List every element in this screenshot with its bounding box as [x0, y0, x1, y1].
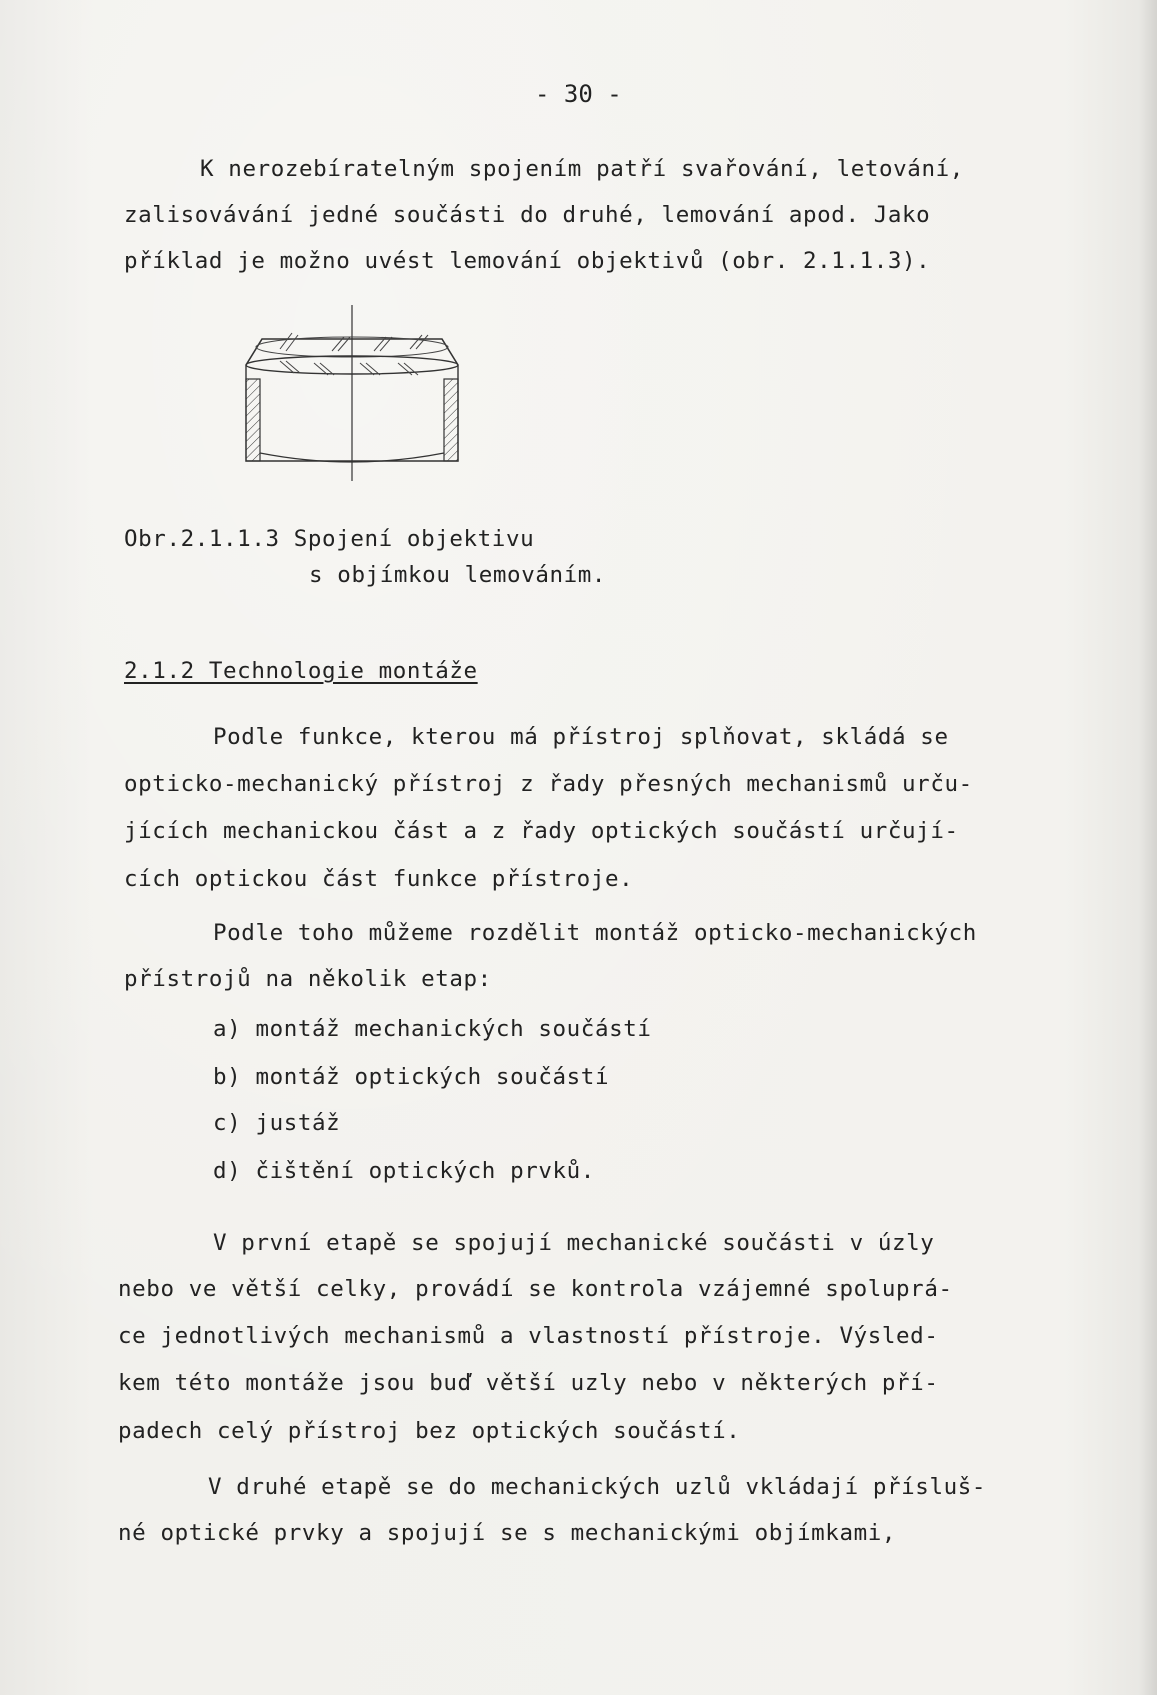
intro-line-2: zalisovávání jedné součásti do druhé, lemování apod. Jako: [124, 202, 931, 228]
list-item: d) čištění optických prvků.: [213, 1158, 595, 1184]
paragraph-2-line-2: přístrojů na několik etap:: [124, 966, 492, 992]
paragraph-3-line-5: padech celý přístroj bez optických součástí.: [118, 1418, 741, 1444]
paragraph-3-line-4: kem této montáže jsou buď větší uzly nebo v některých pří-: [118, 1370, 939, 1396]
paragraph-1-line-4: cích optickou část funkce přístroje.: [124, 866, 634, 892]
section-heading: 2.1.2 Technologie montáže: [124, 658, 478, 684]
page-number: - 30 -: [535, 80, 622, 108]
list-item: b) montáž optických součástí: [213, 1064, 610, 1090]
intro-line-3: příklad je možno uvést lemování objektivů (obr. 2.1.1.3).: [124, 248, 931, 274]
intro-line-1: K nerozebíratelným spojením patří svařování, letování,: [200, 156, 964, 182]
list-item: a) montáž mechanických součástí: [213, 1016, 652, 1042]
paragraph-3-line-2: nebo ve větší celky, provádí se kontrola vzájemné spoluprá-: [118, 1276, 953, 1302]
paragraph-1-line-3: jících mechanickou část a z řady optických součástí určují-: [124, 818, 959, 844]
paragraph-1-line-1: Podle funkce, kterou má přístroj splňovat, skládá se: [213, 724, 949, 750]
paragraph-2-line-1: Podle toho můžeme rozdělit montáž opticko-mechanických: [213, 920, 977, 946]
paragraph-3-line-3: ce jednotlivých mechanismů a vlastností přístroje. Výsled-: [118, 1323, 939, 1349]
paragraph-4-line-2: né optické prvky a spojují se s mechanickými objímkami,: [118, 1520, 897, 1546]
figure-caption-line-2: s objímkou lemováním.: [309, 562, 607, 588]
page-edge-shadow: [1139, 0, 1157, 1695]
list-item: c) justáž: [213, 1110, 341, 1136]
figure-caption-line-1: Obr.2.1.1.3 Spojení objektivu: [124, 526, 535, 552]
paragraph-1-line-2: opticko-mechanický přístroj z řady přesných mechanismů urču-: [124, 771, 973, 797]
lens-mount-figure: [240, 303, 460, 483]
paragraph-4-line-1: V druhé etapě se do mechanických uzlů vkládají přísluš-: [208, 1474, 987, 1500]
paragraph-3-line-1: V první etapě se spojují mechanické součásti v úzly: [213, 1230, 935, 1256]
